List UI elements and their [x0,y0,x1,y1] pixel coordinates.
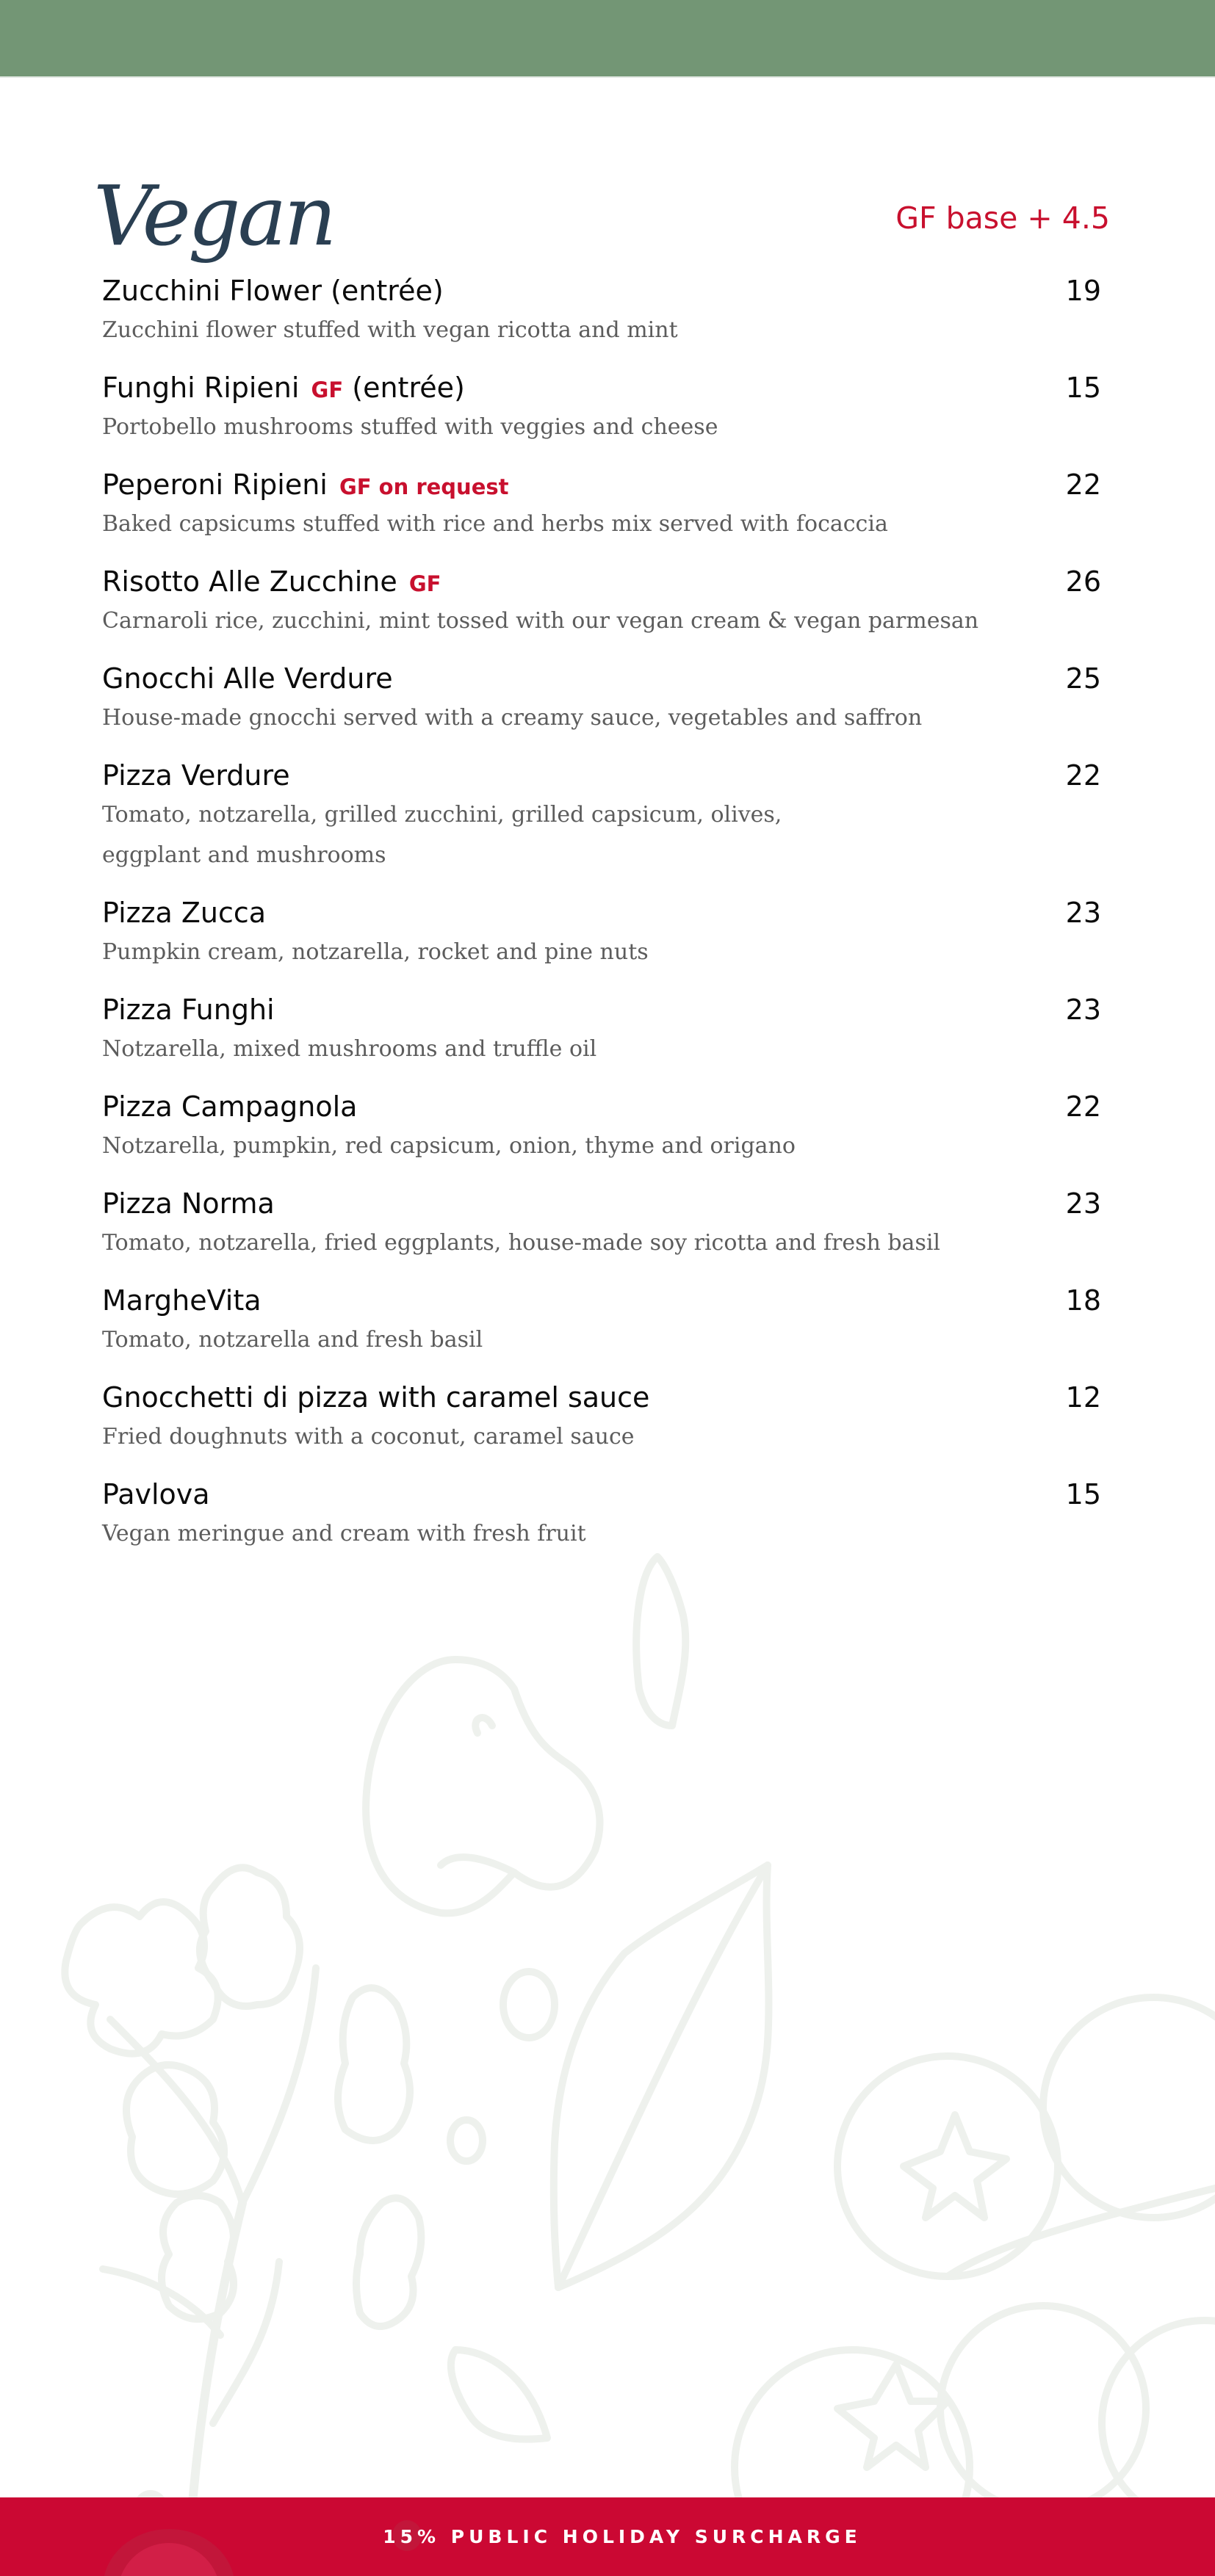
dish-name: MargheVita [102,1284,262,1317]
dish-price: 19 [1065,275,1101,307]
holiday-surcharge-notice: 15% PUBLIC HOLIDAY SURCHARGE [383,2526,862,2547]
dish-price: 23 [1065,1187,1101,1220]
cherry-tomatoes-icon [735,1997,1215,2497]
dish-list [102,272,1104,1572]
dish-name: Pizza Funghi [102,994,275,1026]
dish-description: Pumpkin cream, notzarella, rocket and pine nuts [102,939,649,965]
dish-price: 22 [1065,468,1101,501]
dish-description: Carnaroli rice, zucchini, mint tossed with our vegan cream & vegan parmesan [102,608,979,634]
dish-name: Pizza Norma [102,1187,275,1220]
dish-name: Pizza Zucca [102,897,267,929]
gf-base-note: GF base + 4.5 [895,200,1110,236]
dish-price: 26 [1065,565,1101,598]
section-header [93,162,1110,272]
dish-price: 18 [1065,1284,1101,1317]
dish-price: 25 [1065,662,1101,695]
dish-description: Notzarella, mixed mushrooms and truffle oil [102,1036,597,1062]
dish-price: 22 [1065,759,1101,792]
dish-price: 15 [1065,1478,1101,1510]
dish-name: Gnocchetti di pizza with caramel sauce [102,1381,650,1414]
dish-name: Risotto Alle Zucchine GF [102,565,441,598]
dish-price: 12 [1065,1381,1101,1414]
dish-name: Pavlova [102,1478,210,1510]
top-color-band [0,0,1215,78]
dish-item [102,562,1104,659]
mushroom-icon [366,1660,599,1913]
parsley-sprig-icon [65,1867,421,2497]
dish-name: Funghi Ripieni GF (entrée) [102,372,465,404]
dish-item [102,991,1104,1088]
dish-item [102,1475,1104,1572]
dish-name: Peperoni Ripieni GF on request [102,468,509,501]
background-illustrations [0,1542,1215,2497]
dish-description: Portobello mushrooms stuffed with veggies and cheese [102,414,718,440]
dish-item [102,1184,1104,1281]
dish-item [102,272,1104,369]
dish-price: 23 [1065,994,1101,1026]
dish-name: Pizza Verdure [102,759,290,792]
dish-name: Zucchini Flower (entrée) [102,275,444,307]
dish-description: Zucchini flower stuffed with vegan ricotta and mint [102,317,678,343]
dish-price: 15 [1065,372,1101,404]
dish-item [102,894,1104,991]
gf-tag: GF [408,571,441,596]
dish-description: House-made gnocchi served with a creamy sauce, vegetables and saffron [102,705,923,731]
dish-item [102,1378,1104,1475]
basil-leaf-icon [554,1865,769,2287]
dish-item [102,369,1104,466]
gf-tag: GF [311,377,344,402]
dish-name: Pizza Campagnola [102,1090,358,1123]
seed-icon [451,1557,685,2439]
dish-description: Notzarella, pumpkin, red capsicum, onion, thyme and origano [102,1133,796,1159]
dish-item [102,659,1104,756]
dish-name: Gnocchi Alle Verdure [102,662,393,695]
dish-price: 23 [1065,897,1101,929]
dish-item [102,1281,1104,1378]
dish-description: Tomato, notzarella and fresh basil [102,1327,483,1353]
gf-on-request-tag: GF on request [339,474,509,499]
dish-item [102,466,1104,562]
menu-section [93,162,1110,1572]
dish-description: Fried doughnuts with a coconut, caramel sauce [102,1424,635,1450]
dish-item [102,1088,1104,1184]
footer-band [0,2497,1215,2576]
dish-description: Tomato, notzarella, fried eggplants, house-made soy ricotta and fresh basil [102,1230,941,1256]
dish-description: Tomato, notzarella, grilled zucchini, grilled capsicum, olives, eggplant and mushrooms [102,802,782,868]
section-title: Vegan [93,169,334,264]
peppercorns-icon [136,1972,555,2497]
dish-item [102,756,1104,894]
dish-price: 22 [1065,1090,1101,1123]
dish-description: Vegan meringue and cream with fresh fruit [102,1521,586,1546]
dish-description: Baked capsicums stuffed with rice and herbs mix served with focaccia [102,511,888,537]
